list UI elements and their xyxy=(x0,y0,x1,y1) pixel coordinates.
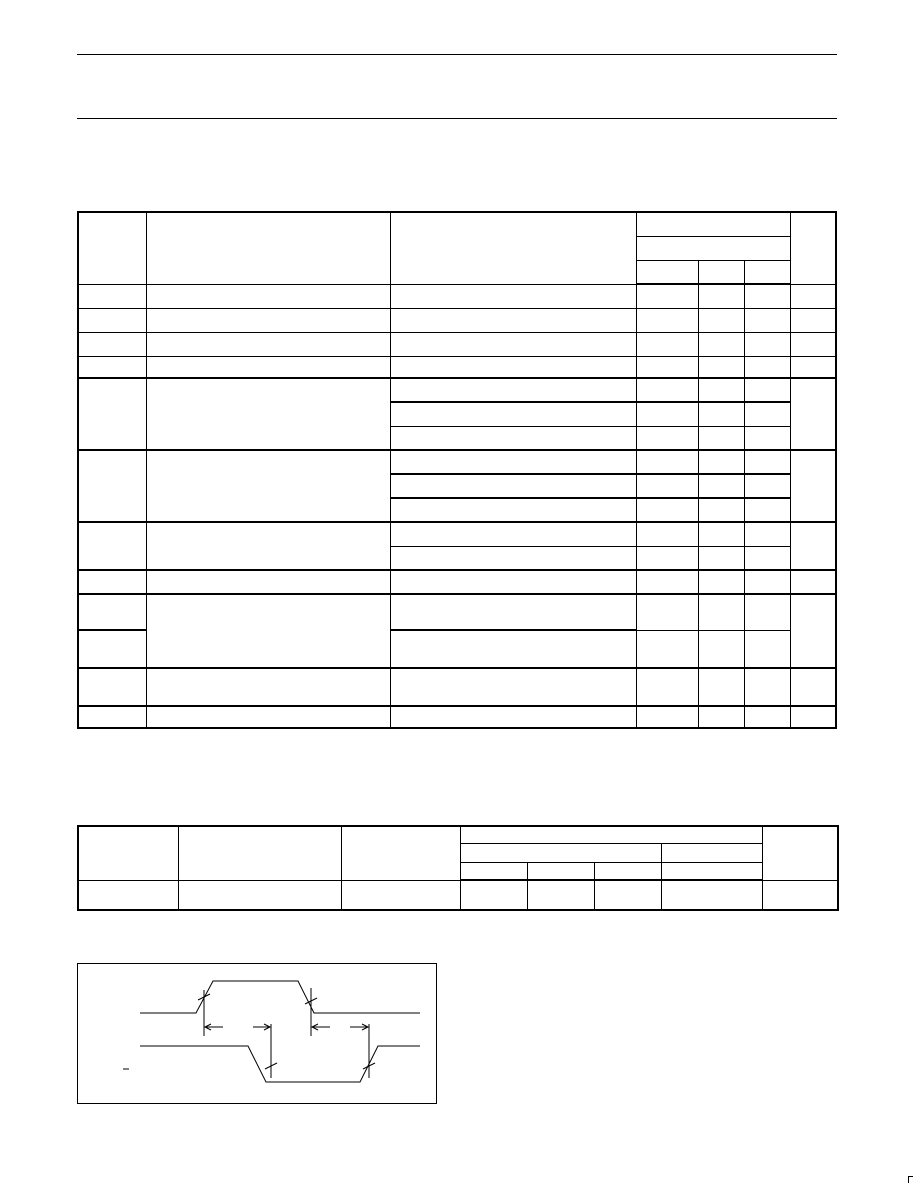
table-row xyxy=(78,356,836,378)
table-row xyxy=(78,594,836,630)
header-top-rule xyxy=(77,54,837,55)
timing-header-sub-left xyxy=(460,843,661,862)
header-max xyxy=(744,260,790,284)
table-row xyxy=(78,284,836,308)
table-row xyxy=(78,522,836,546)
timing-table xyxy=(77,825,839,911)
header-typ xyxy=(698,260,744,284)
table-row xyxy=(78,668,836,706)
waveform-diagram xyxy=(77,963,437,1104)
header-symbol-cell xyxy=(78,212,146,284)
lower-signal-trace xyxy=(140,1046,420,1082)
timing-header-sub-right xyxy=(661,843,762,862)
timing-header-group xyxy=(460,826,762,843)
table-row xyxy=(78,450,836,474)
table-row xyxy=(78,880,838,910)
header-temperature-group xyxy=(636,236,790,260)
header-parameter-cell xyxy=(146,212,390,284)
header-conditions-cell xyxy=(390,212,636,284)
header-min xyxy=(636,260,698,284)
table-row xyxy=(78,332,836,356)
header-unit-cell xyxy=(790,212,836,284)
ac-characteristics-table xyxy=(77,211,837,729)
table-row xyxy=(78,570,836,594)
header-bottom-rule xyxy=(77,118,837,119)
table-row xyxy=(78,308,836,332)
table-row xyxy=(78,378,836,402)
page-corner-mark xyxy=(908,1176,913,1183)
waveform-svg xyxy=(78,964,436,1103)
upper-signal-trace xyxy=(140,981,420,1013)
header-limits-group xyxy=(636,212,790,236)
table-row xyxy=(78,706,836,728)
